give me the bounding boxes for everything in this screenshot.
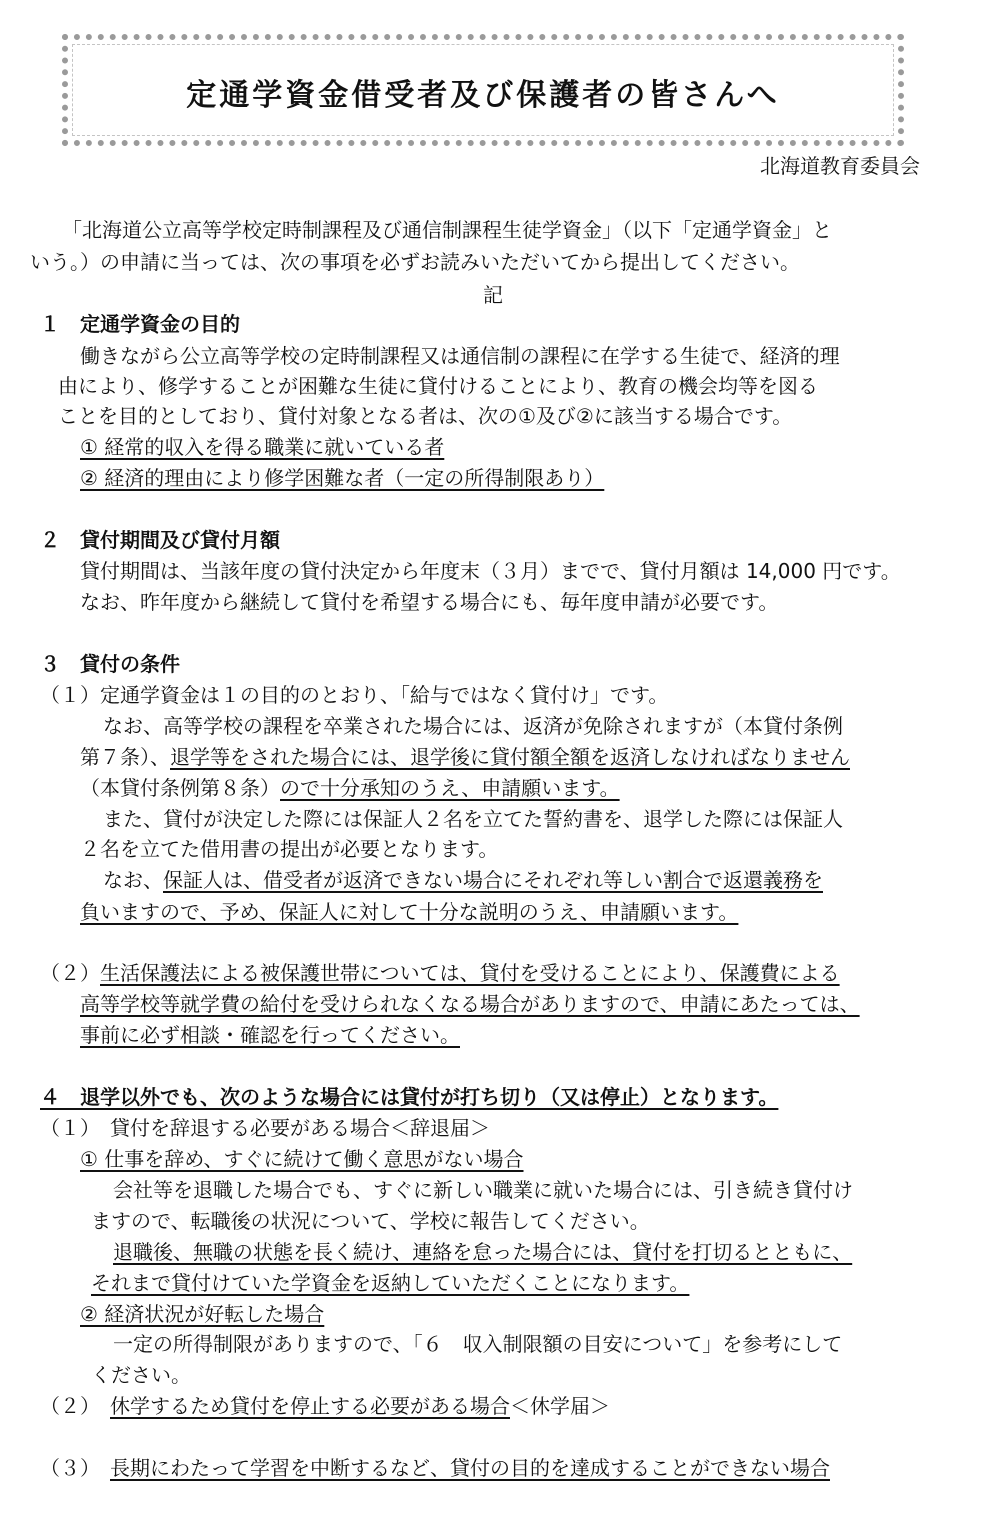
section-3-p8: 負いますので、予め、保証人に対して十分な説明のうえ、申請願います。 xyxy=(80,900,739,924)
section-4-sub-1-item-1-note-1: 退職後、無職の状態を長く続け、連絡を怠った場合には、貸付を打切るとともに、 xyxy=(113,1240,853,1264)
section-3-p3: 第７条）、退学等をされた場合には、退学後に貸付額全額を返済しなければなりません xyxy=(80,745,850,769)
section-1-body-2: 由により、修学することが困難な生徒に貸付けることにより、教育の機会均等を図る xyxy=(58,374,818,398)
section-1-item-1: ① 経常的収入を得る職業に就いている者 xyxy=(80,435,445,459)
intro-line-2: いう。）の申請に当っては、次の事項を必ずお読みいただいてから提出してください。 xyxy=(30,250,800,274)
section-2-heading: ２ 貸付期間及び貸付月額 xyxy=(40,528,280,552)
section-4-sub-1-item-1-body-1: 会社等を退職した場合でも、すぐに新しい職業に就いた場合には、引き続き貸付け xyxy=(113,1178,853,1202)
intro-line-1: 「北海道公立高等学校定時制課程及び通信制課程生徒学資金」（以下「定通学資金」と xyxy=(62,218,832,242)
document-title: 定通学資金借受者及び保護者の皆さんへ xyxy=(186,78,780,113)
section-3-p6: ２名を立てた借用書の提出が必要となります。 xyxy=(80,837,499,861)
section-4-sub-2: （２） 休学するため貸付を停止する必要がある場合＜休学届＞ xyxy=(40,1394,610,1418)
section-3-p4: （本貸付条例第８条）ので十分承知のうえ、申請願います。 xyxy=(80,776,620,800)
section-1-heading: １ 定通学資金の目的 xyxy=(40,312,240,336)
section-1-body-3: ことを目的としており、貸付対象となる者は、次の①及び②に該当する場合です。 xyxy=(58,404,793,428)
section-4-sub-1-item-1-note-2: それまで貸付けていた学資金を返納していただくことになります。 xyxy=(91,1271,690,1295)
section-3-p9: （２）生活保護法による被保護世帯については、貸付を受けることにより、保護費による xyxy=(40,961,840,985)
section-3-p2: なお、高等学校の課程を卒業された場合には、返済が免除されますが（本貸付条例 xyxy=(103,714,843,738)
section-3-p7: なお、保証人は、借受者が返済できない場合にそれぞれ等しい割合で返還義務を xyxy=(103,868,823,892)
section-2-body-1: 貸付期間は、当該年度の貸付決定から年度末（３月）までで、貸付月額は 14,000 円です。 xyxy=(80,559,901,583)
issuer: 北海道教育委員会 xyxy=(760,154,920,178)
section-4-heading: ４ 退学以外でも、次のような場合には貸付が打ち切り（又は停止）となります。 xyxy=(40,1085,779,1109)
section-4-sub-1-item-2: ② 経済状況が好転した場合 xyxy=(80,1302,325,1326)
ki-mark: 記 xyxy=(483,283,503,307)
section-4-sub-1: （１） 貸付を辞退する必要がある場合＜辞退届＞ xyxy=(40,1116,490,1140)
section-3-p5: また、貸付が決定した際には保証人２名を立てた誓約書を、退学した際には保証人 xyxy=(103,807,843,831)
section-3-p10: 高等学校等就学費の給付を受けられなくなる場合がありますので、申請にあたっては、 xyxy=(80,992,860,1016)
section-3-p1: （１）定通学資金は１の目的のとおり、「給与ではなく貸付け」です。 xyxy=(40,683,669,707)
section-2-body-2: なお、昨年度から継続して貸付を希望する場合にも、毎年度申請が必要です。 xyxy=(80,590,779,614)
section-1-item-2: ② 経済的理由により修学困難な者（一定の所得制限あり） xyxy=(80,466,605,490)
section-4-sub-1-item-2-body-1: 一定の所得制限がありますので、「６ 収入制限額の目安について」を参考にして xyxy=(113,1332,843,1356)
section-4-sub-1-item-1: ① 仕事を辞め、すぐに続けて働く意思がない場合 xyxy=(80,1147,524,1171)
section-4-sub-3: （３） 長期にわたって学習を中断するなど、貸付の目的を達成することができない場合 xyxy=(40,1456,830,1480)
section-1-body-1: 働きながら公立高等学校の定時制課程又は通信制の課程に在学する生徒で、経済的理 xyxy=(80,344,840,368)
section-4-sub-1-item-2-body-2: ください。 xyxy=(91,1363,191,1387)
section-3-p11: 事前に必ず相談・確認を行ってください。 xyxy=(80,1023,460,1047)
section-4-sub-1-item-1-body-2: ますので、転職後の状況について、学校に報告してください。 xyxy=(91,1209,650,1233)
section-3-heading: ３ 貸付の条件 xyxy=(40,652,180,676)
